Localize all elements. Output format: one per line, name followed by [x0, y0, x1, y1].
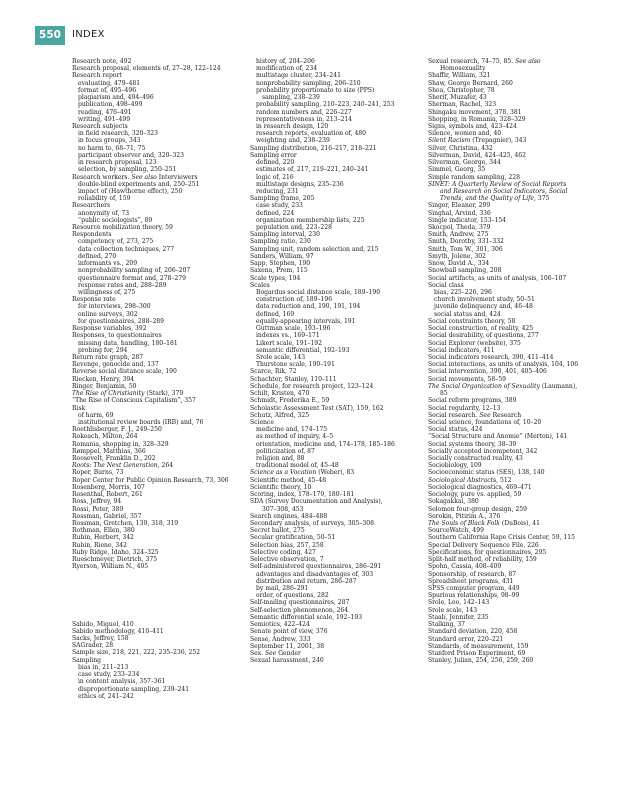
- index-subentry: reliability of, 159: [78, 195, 131, 203]
- index-subentry: online surveys, 302: [78, 310, 138, 318]
- index-subentry: format of, 495–496: [78, 86, 137, 94]
- index-entry: Smyth, Jolene, 302: [428, 252, 486, 260]
- index-subentry: traditional model of, 45–48: [256, 462, 339, 470]
- index-subentry: religion and, 88: [256, 455, 305, 463]
- index-subentry: Trends, and the Quality of Life, 375: [440, 195, 550, 203]
- index-entry: Research subjects: [72, 122, 128, 130]
- index-subentry: [428, 188, 598, 195]
- index-entry: Social desirability, of questions, 277: [428, 332, 539, 340]
- index-entry: Stanford Prison Experiment, 69: [428, 649, 526, 657]
- index-entry: Srole, Leo, 142–143: [428, 599, 490, 607]
- italic-title: See: [479, 411, 491, 419]
- index-entry: Science as a Vocation (Weber), 83: [250, 469, 355, 477]
- index-entry: Semiotics, 422–424: [250, 621, 310, 629]
- index-entry: Simmel, Georg, 35: [428, 166, 486, 174]
- italic-title: See also: [131, 173, 157, 181]
- index-entry: Social status, 424: [428, 426, 483, 434]
- index-subentry: order, of questions, 282: [256, 592, 329, 600]
- index-subentry: competency of, 273, 275: [78, 238, 154, 246]
- index-subentry: defined, 169: [256, 310, 295, 318]
- index-entry: Riecken, Henry, 394: [72, 375, 135, 383]
- index-entry: Self-mailing questionnaires, 287: [250, 599, 350, 607]
- index-entry: Sampling ratio, 230: [250, 238, 311, 246]
- italic-title: Science as a Vocation: [250, 469, 317, 477]
- index-entry: Simple random sampling, 228: [428, 173, 521, 181]
- index-subentry: social status and, 424: [434, 310, 501, 318]
- index-entry: Roethlisberger, F. J., 249–250: [72, 426, 162, 434]
- index-subentry: Guttman scale, 193–196: [256, 325, 331, 333]
- index-entry: Socially accepted incompetent, 342: [428, 447, 538, 455]
- index-entry: Sapp, Stephen, 190: [250, 260, 311, 268]
- index-entry: Social indicators research, 390, 411–414: [428, 353, 554, 361]
- index-subentry: reducing, 231: [256, 187, 299, 195]
- index-entry: Sabido methodology, 410–411: [72, 627, 164, 635]
- index-subentry: bias, 225–226, 296: [434, 289, 492, 296]
- index-entry: Social class: [428, 281, 464, 289]
- index-subentry: Bogardus social distance scale, 189–190: [256, 289, 381, 296]
- index-subentry: double-blind experiments and, 250–251: [78, 180, 200, 188]
- index-entry: Skocpol, Theda, 379: [428, 224, 491, 232]
- index-entry: Rokeach, Milton, 264: [72, 433, 138, 441]
- index-entry: Shingaku movement, 378, 381: [428, 108, 522, 116]
- index-entry: Roper, Burns, 73: [72, 469, 124, 477]
- index-entry: Sociological diagnostics, 469–471: [428, 483, 532, 491]
- index-entry: Saxena, Prem, 115: [250, 267, 308, 275]
- index-entry: Schutz, Alfred, 325: [250, 411, 310, 419]
- index-entry: Staab, Jennifer, 235: [428, 613, 489, 621]
- index-entry: Smith, Dorothy, 331–332: [428, 238, 504, 246]
- index-entry: Sabido, Miguel, 410: [72, 620, 134, 628]
- index-subentry: data collection techniques, 277: [78, 245, 175, 253]
- index-entry: Social Explorer (website), 375: [428, 339, 521, 347]
- index-column-3: [428, 58, 598, 664]
- index-entry: Solomon four-group design, 259: [428, 505, 527, 513]
- index-entry: Social systems theory, 38–39: [428, 440, 517, 448]
- italic-title: See: [264, 649, 277, 657]
- index-entry: “Social Structure and Anomie” (Merton), 141: [428, 433, 568, 441]
- index-entry: Spreadsheet programs, 431: [428, 577, 514, 585]
- index-entry: Selective coding, 427: [250, 548, 316, 556]
- index-entry: The Souls of Black Folk (DuBois), 41: [428, 520, 540, 527]
- index-entry: Schedule, for research project, 123–124: [250, 382, 374, 390]
- italic-title: The Social Organization of Sexuality: [428, 382, 540, 390]
- index-entry: Southern California Rape Crisis Center, 59, 115: [428, 534, 575, 542]
- page-header: [0, 0, 636, 48]
- index-entry: Sense, Andrew, 333: [250, 635, 311, 643]
- index-entry: Sample size, 218, 221, 222, 235–236, 252: [72, 649, 201, 657]
- index-entry: Split-half method, of reliability, 159: [428, 556, 537, 564]
- index-subentry: indexes vs., 169–171: [256, 332, 320, 340]
- index-subentry: ethics of, 241–242: [78, 692, 134, 700]
- index-entry: Social construction, of reality, 425: [428, 325, 534, 333]
- index-entry: Singhal, Arvind, 336: [428, 209, 491, 217]
- index-entry: Respondents: [72, 231, 112, 239]
- index-subentry: by mail, 286–291: [256, 584, 309, 592]
- index-subentry: probability sampling, 210–223, 240–241, 253: [256, 101, 395, 109]
- index-entry: Sampling frame, 205: [250, 195, 315, 203]
- index-subentry: response rates and, 288–289: [78, 281, 167, 289]
- index-entry: Rosenthal, Robert, 261: [72, 491, 143, 499]
- index-subentry: in research design, 120: [256, 122, 329, 130]
- index-subentry: “public sociologists”, 89: [78, 216, 153, 224]
- index-entry: Silent Racism (Trepagnier), 343: [428, 137, 527, 145]
- index-entry: Srole scale, 143: [428, 606, 478, 614]
- index-subentry: representativeness in, 213–214: [256, 115, 353, 123]
- index-entry: Roosevelt, Franklin D., 202: [72, 455, 156, 463]
- index-subentry: defined, 270: [78, 252, 117, 260]
- index-subentry: orientation, medicine and, 174–178, 185–186: [256, 440, 395, 448]
- italic-title: Silent Racism: [428, 137, 471, 145]
- index-subentry: 307–308, 453: [262, 505, 304, 513]
- index-columns: [72, 58, 600, 788]
- index-subentry: missing data, handling, 180–181: [78, 339, 178, 347]
- index-subentry: informants vs., 209: [78, 260, 138, 268]
- index-subentry: in focus groups, 343: [78, 137, 141, 145]
- index-entry: Sexual harassment, 240: [250, 657, 324, 665]
- index-entry: Social interactions, as units of analysis, 104, 106: [428, 361, 579, 369]
- index-entry: Risk: [72, 404, 86, 412]
- index-entry: Sex. See Gender: [250, 649, 301, 657]
- index-entry: Sampling: [72, 656, 101, 664]
- index-entry: Special Delivery Sequence File, 226: [428, 541, 539, 549]
- index-entry: Sexual research, 74–75, 85. See also: [428, 58, 541, 65]
- index-subentry: publication, 498–499: [78, 101, 143, 109]
- index-entry: Research note, 492: [72, 58, 132, 65]
- index-entry: Rosenberg, Morris, 107: [72, 483, 145, 491]
- index-entry: Stalking, 37: [428, 621, 466, 629]
- index-entry: Resource mobilization theory, 59: [72, 224, 173, 232]
- index-entry: Specifications, for questionnaires, 295: [428, 548, 547, 556]
- index-subentry: politicization of, 87: [256, 447, 315, 455]
- italic-title: Sociological Abstracts: [428, 476, 497, 484]
- index-entry: SPSS computer program, 449: [428, 584, 520, 592]
- index-subentry: Srole scale, 143: [256, 353, 306, 361]
- index-entry: Social constraints theory, 58: [428, 317, 516, 325]
- index-entry: Semantic differential scale, 192–193: [250, 613, 363, 621]
- index-entry: Secret ballot, 275: [250, 527, 305, 535]
- index-subentry: bias in, 211–213: [78, 663, 129, 671]
- index-subentry: case study, 233–234: [78, 671, 140, 679]
- index-entry: Rubin, Herbert, 342: [72, 534, 134, 542]
- index-entry: September 11, 2001, 38: [250, 642, 325, 650]
- italic-title: and Research on Social Indicators, Social: [440, 187, 568, 195]
- index-entry: Standards, of measurement, 159: [428, 642, 529, 650]
- index-entry: Social reform programs, 389: [428, 397, 517, 405]
- index-entry: Sherman, Rachel, 323: [428, 101, 497, 109]
- index-entry: Signs, symbols and, 423–424: [428, 122, 517, 130]
- index-entry: Sociology, pure vs. applied, 59: [428, 491, 522, 499]
- index-entry: Research workers. See also Interviewers: [72, 173, 198, 181]
- index-subentry: evaluating, 479–481: [78, 79, 141, 87]
- index-subentry: questionnaire format and, 278–279: [78, 274, 186, 282]
- index-entry: Ross, Jeffrey, 94: [72, 498, 122, 506]
- index-subentry: as method of inquiry, 4–5: [256, 433, 334, 441]
- index-entry: Silence, women and, 40: [428, 130, 502, 138]
- index-entry: Sampling distribution, 216–217, 218–221: [250, 144, 377, 152]
- page-number: 550: [35, 26, 65, 45]
- index-entry: Sociological Abstracts, 512: [428, 476, 512, 484]
- index-entry: Science: [250, 418, 274, 426]
- italic-title: SINET: A Quarterly Review of Social Reports: [428, 180, 567, 188]
- index-subentry: for questionnaires, 288–289: [78, 317, 164, 325]
- index-entry: The Social Organization of Sexuality (Laumann),: [428, 382, 578, 390]
- index-subentry: plagiarism and, 494–496: [78, 94, 154, 102]
- index-subentry: organization membership lists, 225: [256, 216, 365, 224]
- index-entry: Standard deviation, 220, 458: [428, 628, 518, 636]
- italic-title: See also: [515, 58, 541, 65]
- index-subentry: willingness of, 275: [78, 289, 136, 296]
- index-subentry: institutional review boards (IRB) and, 76: [78, 418, 204, 426]
- index-subentry: defined, 224: [256, 209, 295, 217]
- index-subentry: case study, 233: [256, 202, 303, 210]
- index-entry: Rossi, Peter, 389: [72, 505, 124, 513]
- index-entry: Spurious relationships, 98–99: [428, 592, 520, 600]
- index-entry: Rossman, Gabriel, 357: [72, 512, 142, 520]
- index-entry: Sokagakkai, 380: [428, 498, 479, 506]
- index-entry: Selective observation, 7: [250, 556, 324, 564]
- index-subentry: for interviews, 298–300: [78, 303, 151, 311]
- index-entry: Social research. See Research: [428, 411, 522, 419]
- index-entry: Return rate graph, 287: [72, 353, 144, 361]
- index-entry: Sacks, Jeffrey, 158: [72, 634, 129, 642]
- index-entry: Schilt, Kristen, 470: [250, 390, 310, 398]
- index-subentry: medicine and, 174–175: [256, 426, 328, 434]
- index-entry: Single indicator, 153–154: [428, 216, 507, 224]
- index-entry: Self-selection phenomenon, 264: [250, 606, 349, 614]
- index-entry: Rubin, Riene, 342: [72, 541, 127, 549]
- index-subentry: data reduction and, 190, 191, 194: [256, 303, 361, 311]
- index-subentry: church involvement study, 50–51: [434, 296, 535, 304]
- index-entry: Scoring, index, 178–179, 180–181: [250, 491, 355, 499]
- index-entry: Schmidt, Frederika E., 59: [250, 397, 330, 405]
- index-entry: Socially constructed reality, 43: [428, 455, 523, 463]
- index-entry: Scale types, 194: [250, 274, 301, 282]
- italic-title: Roots: The Next Generation: [72, 462, 158, 470]
- index-subentry: modification of, 234: [256, 65, 318, 73]
- index-subentry: Homosexuality: [440, 65, 486, 73]
- index-entry: Secondary analysis, of surveys, 305–308: [250, 520, 374, 527]
- index-entry: Sampling unit, random selection and, 215: [250, 245, 379, 253]
- index-entry: Shea, Christopher, 78: [428, 86, 495, 94]
- index-entry: Ruby Ridge, Idaho, 324–325: [72, 548, 159, 556]
- index-subentry: juvenile delinquency and, 46–48: [434, 303, 533, 311]
- index-subentry: in content analysis, 357–361: [78, 678, 166, 686]
- index-entry: SAGrader, 28: [72, 642, 114, 650]
- index-entry: Sponsorship, of research, 87: [428, 570, 517, 578]
- index-subentry: nonprobability sampling, 206–210: [256, 79, 361, 87]
- index-entry: Responses, to questionnaires: [72, 332, 162, 340]
- index-entry: Snow, David A., 334: [428, 260, 490, 268]
- index-entry: Standard error, 220–221: [428, 635, 504, 643]
- index-entry: Romania, shopping in, 328–329: [72, 440, 169, 448]
- index-subentry: anonymity of, 73: [78, 209, 130, 217]
- index-entry: Reverse social distance scale, 190: [72, 368, 177, 376]
- index-subentry: reading, 476–491: [78, 108, 132, 116]
- index-entry: Rothman, Ellen, 380: [72, 527, 135, 535]
- index-subentry: Likert scale, 191–192: [256, 339, 322, 347]
- index-entry: Revenge, genocide and, 137: [72, 361, 159, 369]
- index-entry: Researchers: [72, 202, 111, 210]
- index-entry: Spohn, Cassia, 408–409: [428, 563, 502, 571]
- index-entry: Sampling error: [250, 151, 297, 159]
- index-entry: Ringer, Benjamin, 50: [72, 382, 137, 390]
- index-entry: Ryerson, William N., 405: [72, 563, 149, 571]
- index-subentry: logic of, 216: [256, 173, 294, 181]
- index-entry: Sherif, Muzafer, 43: [428, 94, 487, 102]
- index-subentry: advantages and disadvantages of, 303: [256, 570, 374, 578]
- running-head: INDEX: [72, 29, 105, 40]
- index-subentry: construction of, 189–196: [256, 296, 333, 304]
- index-entry: Sampling interval, 230: [250, 231, 320, 239]
- index-subentry: writing, 491–499: [78, 115, 131, 123]
- index-subentry: impact of (Hawthorne effect), 250: [78, 187, 183, 195]
- index-entry: Sorokin, Pitirim A., 376: [428, 512, 501, 520]
- index-entry: Rueschmeyer, Dietrich, 375: [72, 556, 158, 564]
- index-entry: Smith, Tom W., 301, 306: [428, 245, 503, 253]
- index-subentry: defined, 220: [256, 159, 295, 167]
- index-entry: SDA (Survey Documentation and Analysis),: [250, 498, 383, 506]
- index-subentry: estimates of, 217, 219–221, 240–241: [256, 166, 369, 174]
- index-subentry: Thurstone scale, 190–191: [256, 361, 335, 369]
- index-entry: Selection bias, 257, 258: [250, 541, 324, 549]
- index-subentry: semantic differential, 192–193: [256, 346, 350, 354]
- index-entry: Self-administered questionnaires, 286–291: [250, 563, 382, 571]
- index-entry: Shaffir, William, 321: [428, 72, 491, 80]
- index-entry: Research proposal, elements of, 27–28, 122–124: [72, 65, 221, 73]
- index-entry: Social movements, 58–59: [428, 375, 506, 383]
- index-subentry: no harm to, 68–71, 75: [78, 144, 146, 152]
- index-entry: Secular gratification, 50–51: [250, 534, 336, 542]
- italic-title: The Rise of Christianity: [72, 390, 145, 398]
- index-subentry: random numbers and, 226–227: [256, 108, 352, 116]
- index-subentry: in field research, 320–323: [78, 130, 158, 138]
- index-subentry: distribution and return, 286–287: [256, 577, 357, 585]
- index-entry: “The Rise of Conscious Capitalism”, 357: [72, 397, 196, 405]
- index-entry: Roots: The Next Generation, 264: [72, 462, 174, 470]
- index-entry: Scales: [250, 281, 270, 289]
- index-entry: Scholastic Assessment Test (SAT), 159, 162: [250, 404, 384, 412]
- index-subentry: 85: [440, 390, 448, 398]
- index-entry: Response rate: [72, 296, 116, 304]
- index-entry: Social artifacts, as units of analysis, 106–107: [428, 274, 567, 282]
- index-subentry: in research proposal, 123: [78, 159, 157, 167]
- index-entry: Senate point of view, 376: [250, 628, 328, 636]
- index-entry: Singer, Eleanor, 299: [428, 202, 491, 210]
- index-subentry: disproportionate sampling, 239–241: [78, 685, 190, 693]
- index-entry: Silverman, David, 424–425, 462: [428, 151, 526, 159]
- index-entry: Roper Center for Public Opinion Research, 73, 306: [72, 476, 229, 484]
- index-entry: Schachter, Stanley, 110–111: [250, 375, 337, 383]
- index-column-2: [250, 58, 420, 664]
- index-subentry: nonprobability sampling of, 206–207: [78, 267, 191, 275]
- index-subentry: multistage designs, 235–236: [256, 180, 344, 188]
- index-entry: Scientific theory, 10: [250, 483, 312, 491]
- index-entry: Social intervention, 390, 401, 405–406: [428, 368, 547, 376]
- index-subentry: of harm, 69: [78, 411, 114, 419]
- index-entry: [428, 181, 598, 188]
- index-entry: Sanders, William, 97: [250, 252, 314, 260]
- index-entry: Silver, Christina, 432: [428, 144, 493, 152]
- index-entry: Social science, foundations of, 10–20: [428, 418, 542, 426]
- index-entry: Stanley, Julian, 254, 256, 259, 260: [428, 657, 534, 665]
- italic-title: Trends, and the Quality of Life: [440, 195, 534, 203]
- index-entry: Response variables, 392: [72, 325, 147, 333]
- index-entry: Rømppel, Matthias, 366: [72, 447, 146, 455]
- index-subentry: probing for, 294: [78, 346, 128, 354]
- index-entry: Rossman, Gretchen, 139, 318, 319: [72, 520, 179, 527]
- index-subentry: multistage cluster, 234–241: [256, 72, 341, 80]
- index-subentry: selection, by sampling, 250–251: [78, 166, 177, 174]
- index-subentry: participant observer and, 320–323: [78, 151, 184, 159]
- index-entry: Sociobiology, 109: [428, 462, 482, 470]
- index-entry: Research report: [72, 72, 122, 80]
- index-subentry: probability proportionate to size (PPS): [256, 86, 375, 94]
- index-entry: Social regularity, 12–13: [428, 404, 501, 412]
- index-subentry: research reports, evaluation of, 480: [256, 130, 367, 138]
- index-entry: Socioeconomic status (SES), 138, 140: [428, 469, 545, 477]
- index-subentry: equally-appearing intervals, 191: [256, 317, 356, 325]
- index-entry: The Rise of Christianity (Stark), 379: [72, 390, 184, 398]
- index-entry: Search engines, 484–488: [250, 512, 328, 520]
- index-entry: Shaw, George Bernard, 260: [428, 79, 513, 87]
- index-entry: Social indicators, 411: [428, 346, 495, 354]
- index-entry: SourceWatch, 499: [428, 527, 484, 535]
- index-subentry: weighting and, 238–239: [256, 137, 330, 145]
- index-entry: Smith, Andrew, 275: [428, 231, 489, 239]
- italic-title: The Souls of Black Folk: [428, 520, 500, 527]
- index-subentry: history of, 204–206: [256, 58, 315, 65]
- index-entry: Snowball sampling, 208: [428, 267, 502, 275]
- index-subentry: population and, 223–228: [256, 224, 332, 232]
- index-column-1: [72, 58, 242, 700]
- index-subentry: sampling, 238–239: [262, 94, 320, 102]
- index-entry: Scientific method, 45–48: [250, 476, 327, 484]
- index-entry: Shopping, in Romania, 328–329: [428, 115, 526, 123]
- index-entry: Scarce, Rik, 72: [250, 368, 297, 376]
- index-entry: Silverman, George, 344: [428, 159, 501, 167]
